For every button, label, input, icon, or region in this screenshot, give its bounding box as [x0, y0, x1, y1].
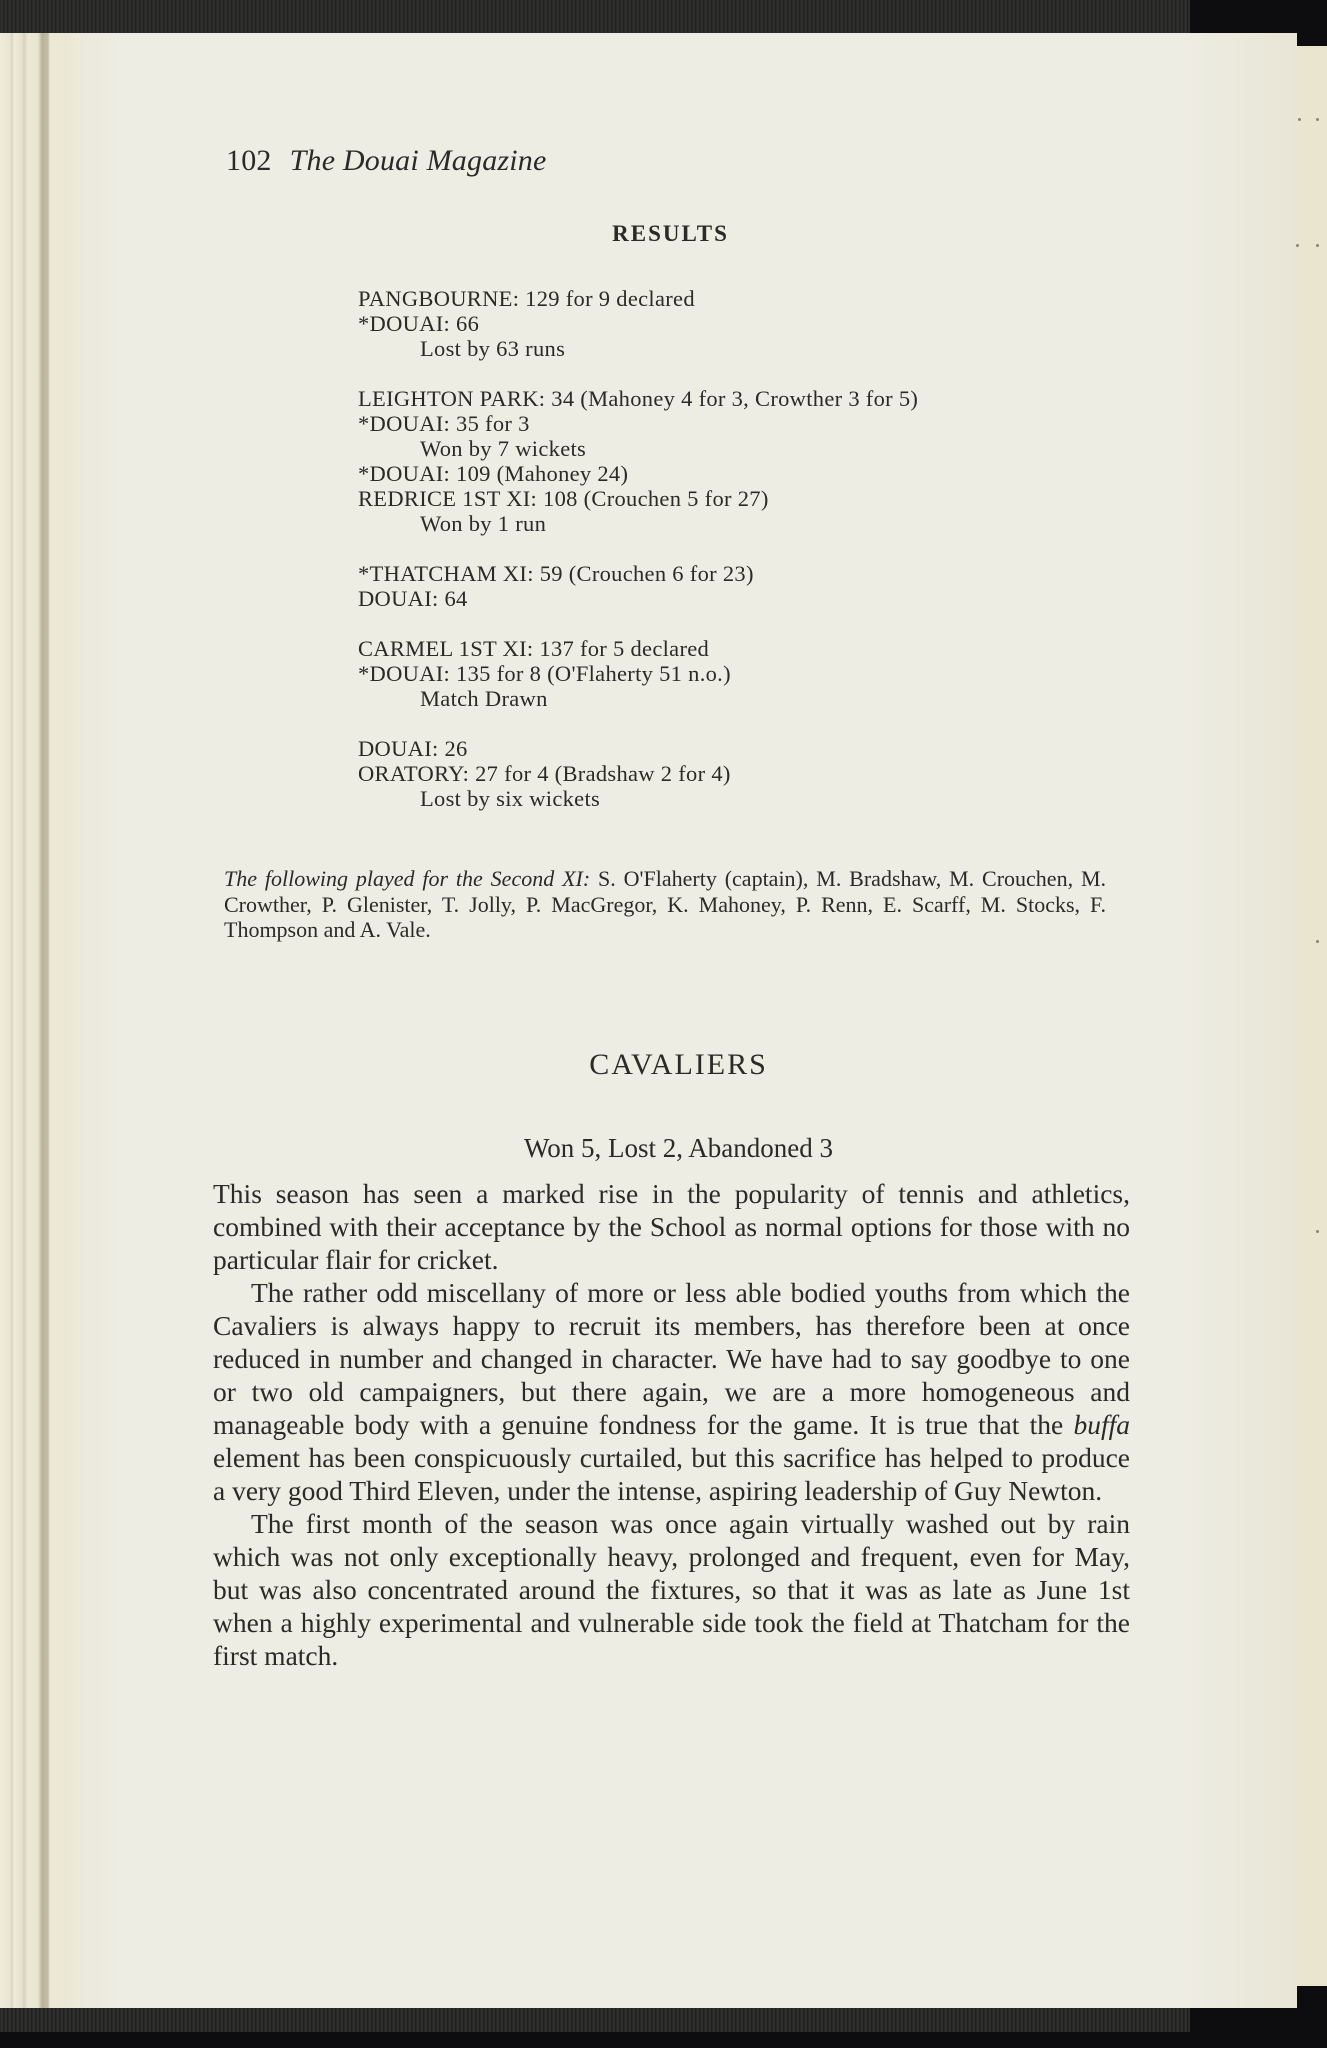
running-head	[226, 144, 547, 178]
results-list	[358, 286, 918, 811]
page-number: 102	[226, 144, 272, 177]
paragraph-text: element has been conspicuously curtailed, but this sacrifice has helped to produce a very good Third Eleven, under the intense, aspiring leadership of Guy Newton.	[213, 1442, 1130, 1506]
italic-term: buffa	[1073, 1409, 1130, 1440]
match-outcome: Match Drawn	[420, 686, 548, 711]
match-outcome: Won by 7 wickets	[420, 436, 587, 461]
match-outcome: Lost by six wickets	[420, 786, 601, 811]
score-line: DOUAI: 64	[358, 586, 468, 611]
results-heading: RESULTS	[612, 221, 729, 246]
score-line: *DOUAI: 109 (Mahoney 24)	[358, 461, 629, 486]
score-line: ORATORY: 27 for 4 (Bradshaw 2 for 4)	[358, 761, 731, 786]
score-line: REDRICE 1ST XI: 108 (Crouchen 5 for 27)	[358, 486, 769, 511]
score-line: *DOUAI: 66	[358, 311, 480, 336]
cavaliers-heading: CAVALIERS	[589, 1048, 768, 1081]
players-lead: The following played for the Second XI:	[224, 866, 591, 891]
score-line: *THATCHAM XI: 59 (Crouchen 6 for 23)	[358, 561, 754, 586]
cavaliers-record: Won 5, Lost 2, Abandoned 3	[523, 1133, 834, 1163]
match-result	[358, 286, 918, 361]
article-paragraph: The first month of the season was once again virtually washed out by rain which was not only exceptionally heavy, prolonged and frequent, even for May, but was also concentrated around the fixtures, so that it was as late as June 1st when a highly experimental and vulnerable side took the field at Thatcham for the first match.	[213, 1508, 1130, 1671]
paragraph-text: The rather odd miscellany of more or less able bodied youths from which the Cavaliers is always happy to recruit its members, has therefore been at once reduced in number and changed in character. We have had to say goodbye to one or two old campaigners, but there again, we are a more homogeneous and manageable body with a genuine fondness for the game. It is true that the	[213, 1277, 1130, 1440]
score-line: *DOUAI: 135 for 8 (O'Flaherty 51 n.o.)	[358, 661, 731, 686]
score-line: DOUAI: 26	[358, 736, 468, 761]
match-outcome: Won by 1 run	[420, 511, 547, 536]
article-paragraph	[213, 1276, 1130, 1507]
score-line: CARMEL 1ST XI: 137 for 5 declared	[358, 636, 710, 661]
second-xi-players	[224, 866, 1106, 943]
match-result	[358, 736, 918, 811]
magazine-title: The Douai Magazine	[289, 144, 547, 177]
article-paragraph: This season has seen a marked rise in the popularity of tennis and athletics, combined with their acceptance by the School as normal options for those with no particular flair for cricket.	[213, 1178, 1130, 1275]
match-result	[358, 561, 918, 611]
match-result	[358, 461, 918, 536]
cavaliers-article	[213, 1177, 1130, 1672]
match-result	[358, 636, 918, 711]
score-line: LEIGHTON PARK: 34 (Mahoney 4 for 3, Crowther 3 for 5)	[358, 386, 919, 411]
score-line: PANGBOURNE: 129 for 9 declared	[358, 286, 695, 311]
match-result	[358, 386, 918, 461]
players-list: S. O'Flaherty (captain), M. Bradshaw, M. Crouchen, M. Crowther, P. Glenister, T. Jolly, P. MacGregor, K. Mahoney, P. Renn, E. Scarff, M. Stocks, F. Thompson and A. Vale.	[224, 866, 1107, 942]
score-line: *DOUAI: 35 for 3	[358, 411, 530, 436]
match-outcome: Lost by 63 runs	[420, 336, 566, 361]
